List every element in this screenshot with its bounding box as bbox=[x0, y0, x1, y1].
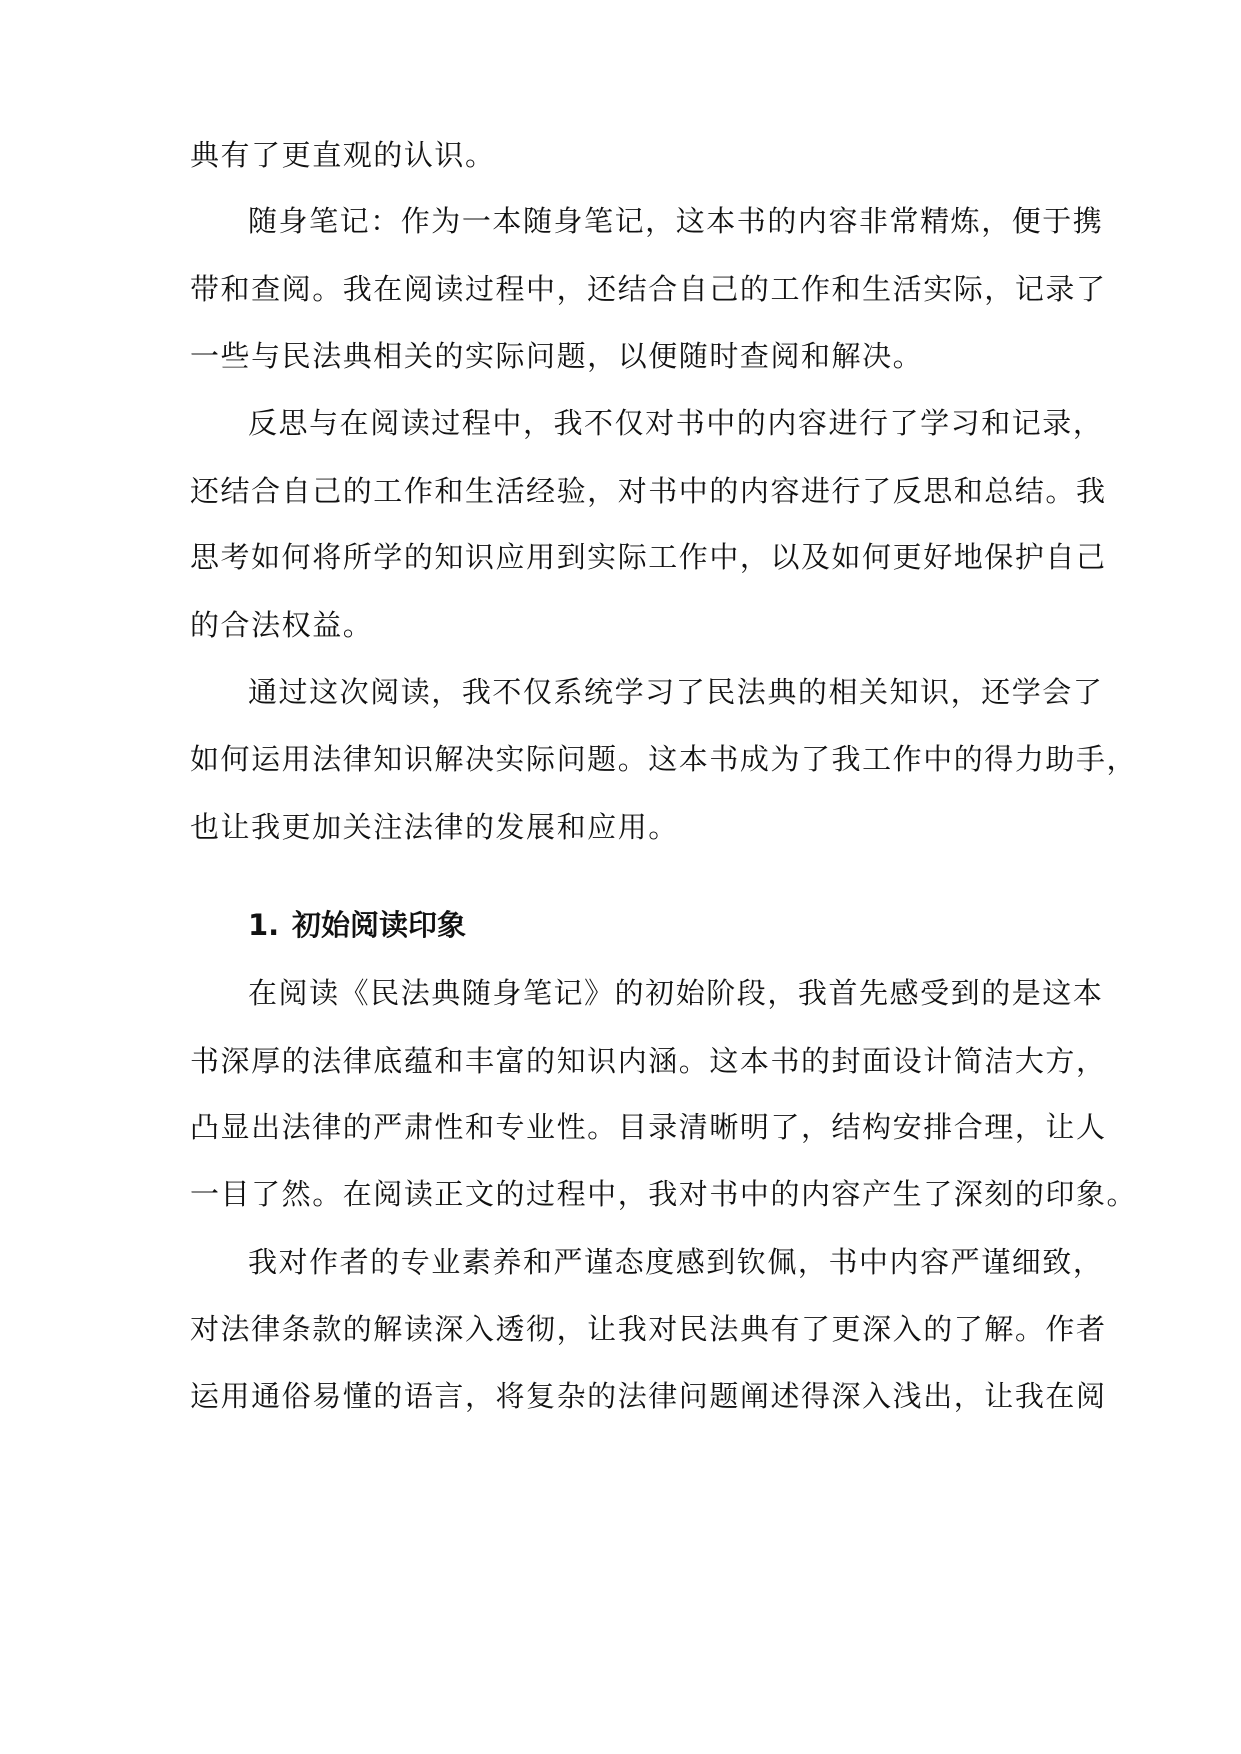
paragraph-line: 也让我更加关注法律的发展和应用。 bbox=[190, 810, 679, 844]
paragraph-line: 随身笔记：作为一本随身笔记，这本书的内容非常精炼，便于携 bbox=[248, 204, 1104, 238]
paragraph-line: 凸显出法律的严肃性和专业性。目录清晰明了，结构安排合理，让人 bbox=[190, 1110, 1107, 1144]
paragraph-line: 如何运用法律知识解决实际问题。这本书成为了我工作中的得力助手， bbox=[190, 742, 1138, 776]
paragraph-line: 运用通俗易懂的语言，将复杂的法律问题阐述得深入浅出，让我在阅 bbox=[190, 1379, 1107, 1413]
section-heading bbox=[248, 900, 1070, 950]
paragraph-line: 通过这次阅读，我不仅系统学习了民法典的相关知识，还学会了 bbox=[248, 675, 1104, 709]
paragraph-line: 的合法权益。 bbox=[190, 608, 374, 642]
paragraph-line: 反思与在阅读过程中，我不仅对书中的内容进行了学习和记录， bbox=[248, 406, 1104, 440]
paragraph-line: 一目了然。在阅读正文的过程中，我对书中的内容产生了深刻的印象。 bbox=[190, 1177, 1138, 1211]
paragraph-line: 我对作者的专业素养和严谨态度感到钦佩，书中内容严谨细致， bbox=[248, 1245, 1104, 1279]
paragraph-line: 思考如何将所学的知识应用到实际工作中，以及如何更好地保护自己 bbox=[190, 540, 1107, 574]
paragraph-line: 在阅读《民法典随身笔记》的初始阶段，我首先感受到的是这本 bbox=[248, 976, 1104, 1010]
paragraph-line: 对法律条款的解读深入透彻，让我对民法典有了更深入的了解。作者 bbox=[190, 1312, 1107, 1346]
paragraph-line: 带和查阅。我在阅读过程中，还结合自己的工作和生活实际，记录了 bbox=[190, 272, 1107, 306]
paragraph-line: 典有了更直观的认识。 bbox=[190, 138, 496, 172]
section-title: 初始阅读印象 bbox=[292, 908, 467, 942]
paragraph-line: 还结合自己的工作和生活经验，对书中的内容进行了反思和总结。我 bbox=[190, 474, 1107, 508]
section-number: 1. bbox=[248, 908, 280, 942]
paragraph-line: 一些与民法典相关的实际问题，以便随时查阅和解决。 bbox=[190, 339, 924, 373]
paragraph-line: 书深厚的法律底蕴和丰富的知识内涵。这本书的封面设计简洁大方， bbox=[190, 1044, 1107, 1078]
